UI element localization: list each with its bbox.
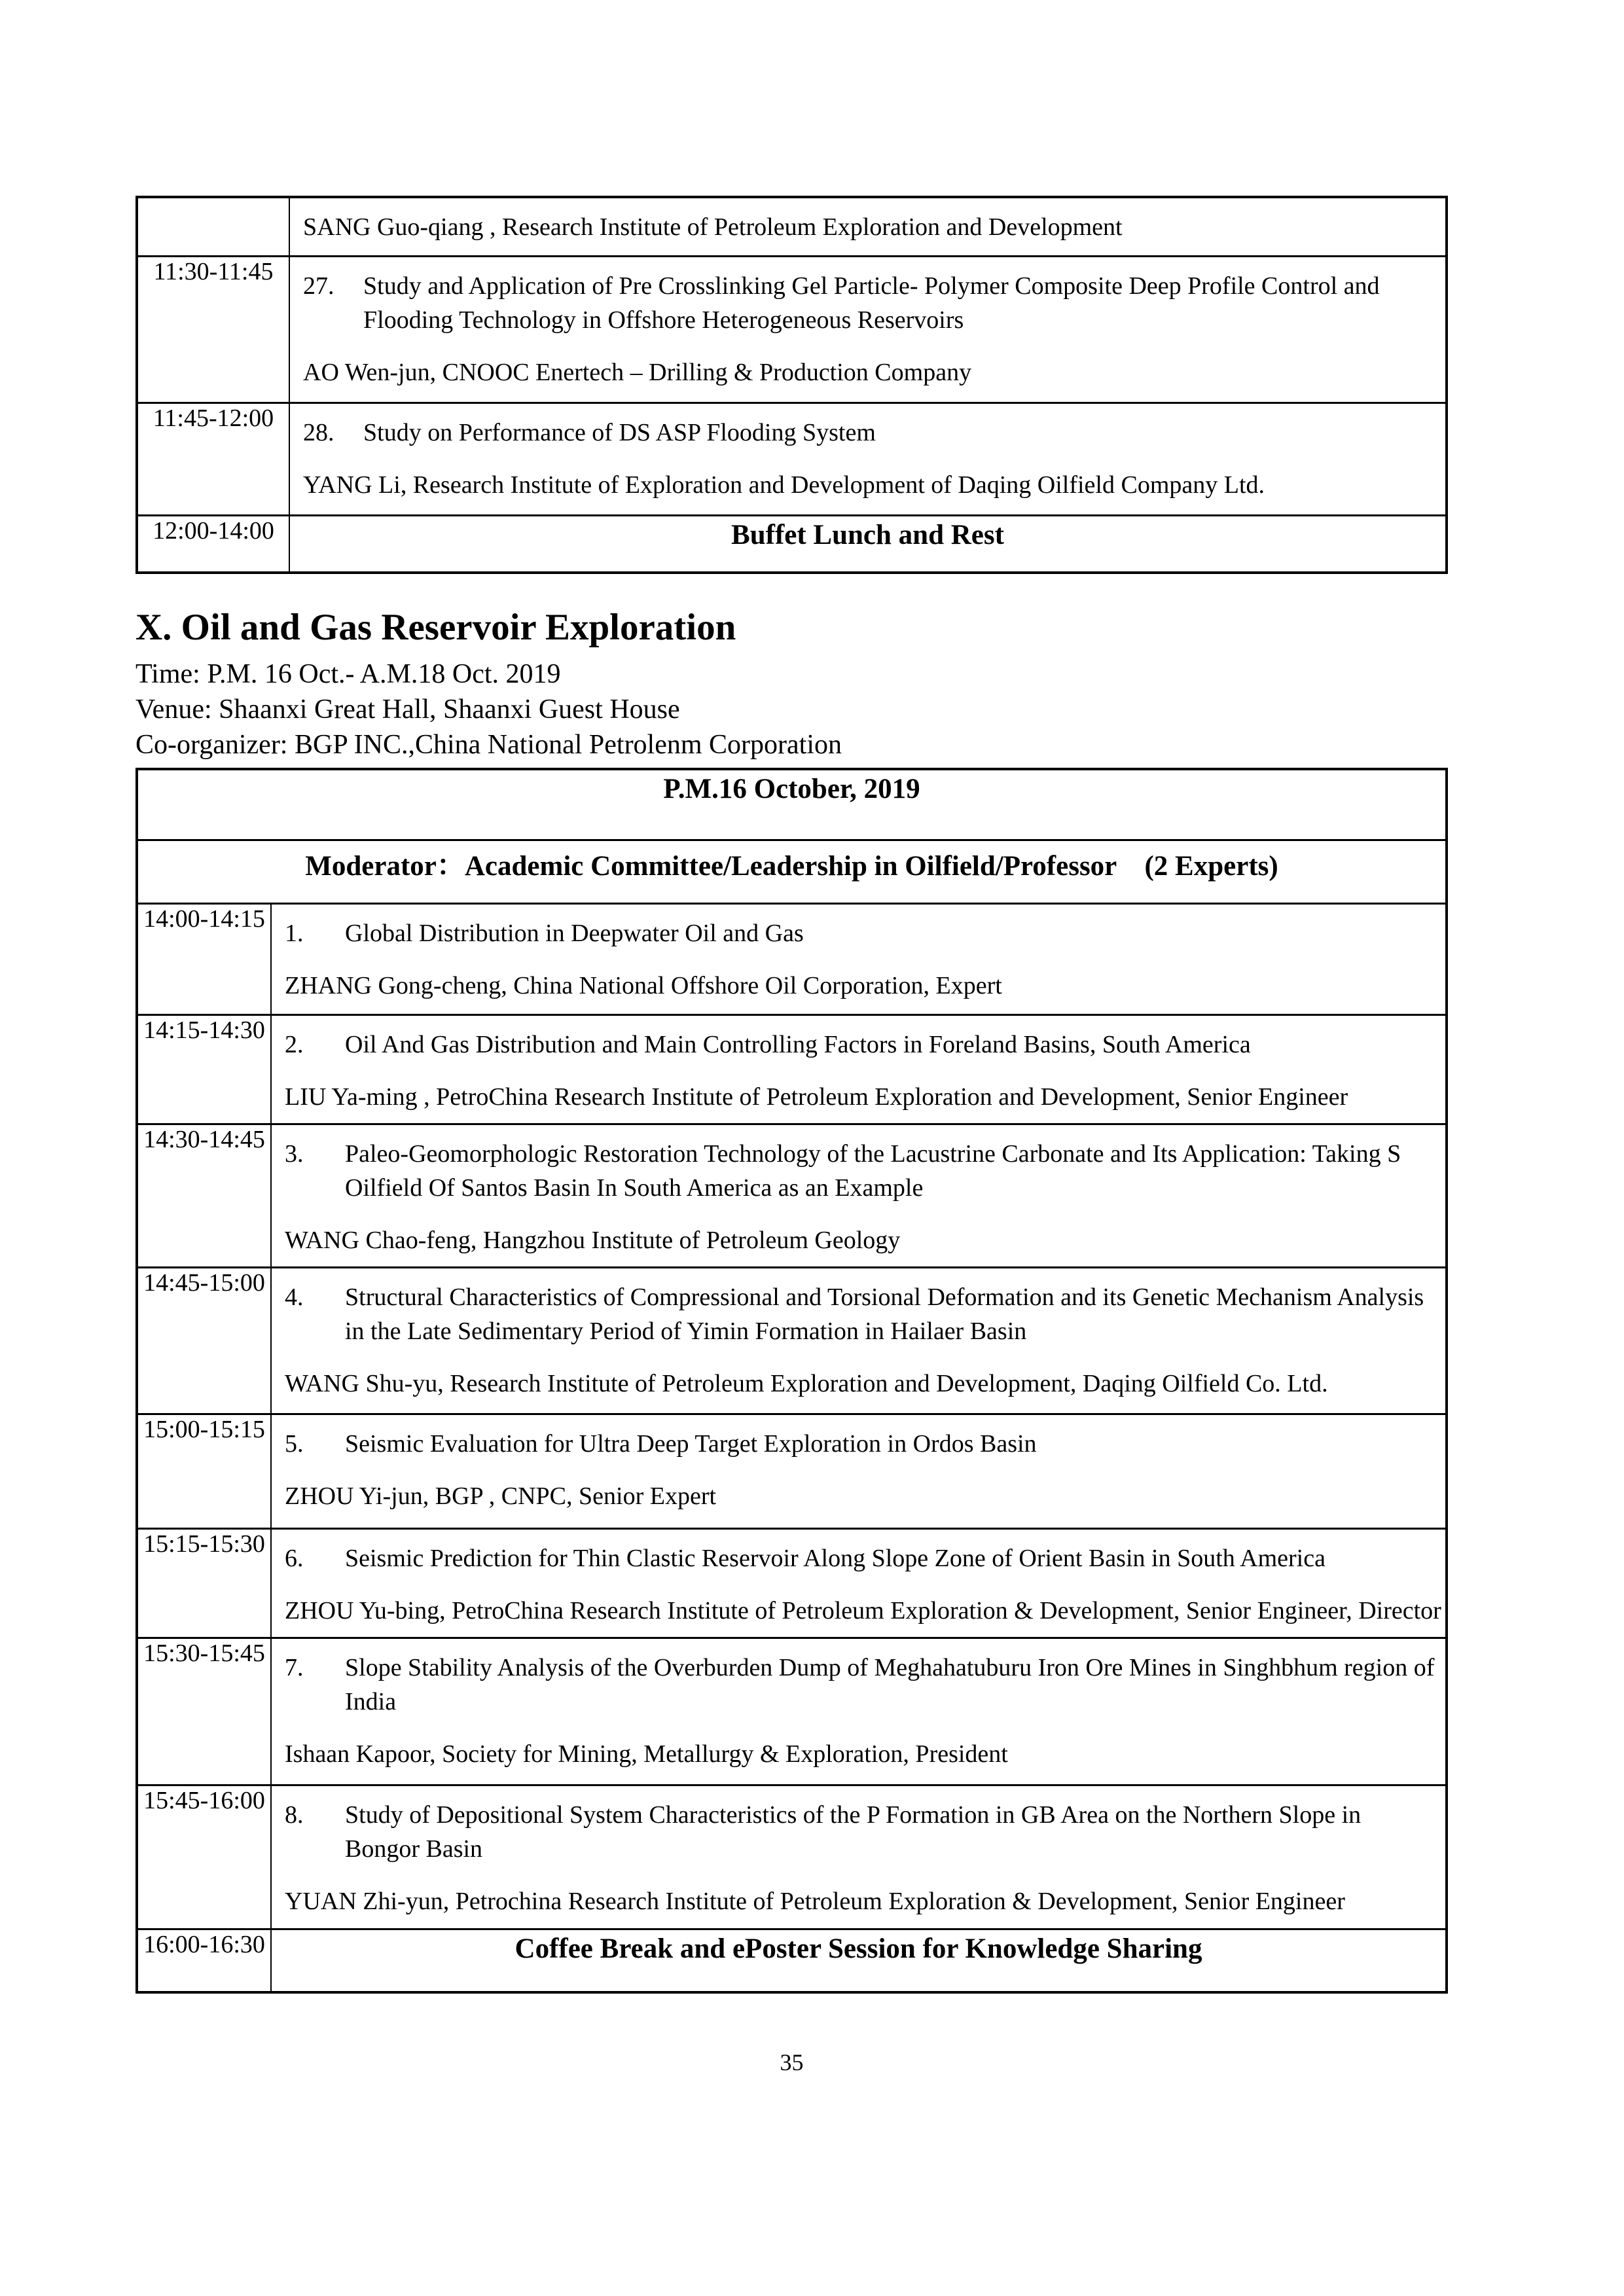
info-venue: Venue: Shaanxi Great Hall, Shaanxi Guest House — [135, 694, 680, 725]
afternoon-session-table — [135, 768, 1448, 1994]
table-row — [137, 1785, 1447, 1929]
session-title: Study and Application of Pre Crosslinking Gel Particle- Polymer Composite Deep Profile Control and Flooding Technology in Offshore Heterogeneous Reservoirs — [363, 272, 1380, 334]
table-row — [137, 1929, 1447, 1992]
session-item — [285, 916, 1440, 950]
speaker-line: Ishaan Kapoor, Society for Mining, Metallurgy & Exploration, President — [285, 1740, 1008, 1768]
session-cell — [289, 403, 1447, 515]
session-cell — [271, 1528, 1447, 1638]
session-number: 2. — [285, 1030, 304, 1058]
session-number: 4. — [285, 1283, 304, 1311]
section-title: X. Oil and Gas Reservoir Exploration — [135, 607, 736, 648]
speaker-line: YANG Li, Research Institute of Exploration and Development of Daqing Oilfield Company Ltd. — [303, 471, 1265, 499]
session-number: 6. — [285, 1544, 304, 1572]
time-cell: 14:45-15:00 — [137, 1267, 271, 1414]
table-row — [137, 256, 1447, 403]
table-row — [137, 403, 1447, 515]
session-cell — [271, 1014, 1447, 1124]
time-cell: 15:15-15:30 — [137, 1528, 271, 1638]
table-row — [137, 903, 1447, 1014]
speaker-line: WANG Shu-yu, Research Institute of Petroleum Exploration and Development, Daqing Oilfield Co. Ltd. — [285, 1369, 1328, 1397]
session-item — [285, 1028, 1440, 1062]
table-row — [137, 1414, 1447, 1528]
session-title: Paleo-Geomorphologic Restoration Technology of the Lacustrine Carbonate and Its Application: Taking S Oilfield Of Santos Basin In South America as an Example — [345, 1139, 1401, 1202]
session-title: Global Distribution in Deepwater Oil and Gas — [345, 919, 804, 947]
session-item — [285, 1280, 1440, 1348]
session-title: Study of Depositional System Characteristics of the P Formation in GB Area on the Northern Slope in Bongor Basin — [345, 1801, 1362, 1863]
time-cell: 15:00-15:15 — [137, 1414, 271, 1528]
session-cell — [271, 1638, 1447, 1785]
session-item — [285, 1798, 1440, 1866]
time-cell: 14:00-14:15 — [137, 903, 271, 1014]
break-label: Buffet Lunch and Rest — [289, 515, 1447, 573]
session-number: 27. — [303, 272, 334, 300]
table-row — [137, 769, 1447, 840]
session-cell — [271, 903, 1447, 1014]
table-row — [137, 1528, 1447, 1638]
time-cell — [137, 197, 289, 256]
time-cell: 11:30-11:45 — [137, 256, 289, 403]
session-item — [285, 1137, 1440, 1205]
time-cell: 14:30-14:45 — [137, 1124, 271, 1267]
session-title: Slope Stability Analysis of the Overburden Dump of Meghahatuburu Iron Ore Mines in Singhbhum region of India — [345, 1653, 1435, 1715]
time-cell: 15:45-16:00 — [137, 1785, 271, 1929]
table-row — [137, 1267, 1447, 1414]
speaker-line: AO Wen-jun, CNOOC Enertech – Drilling & Production Company — [303, 358, 972, 386]
session-item — [285, 1427, 1440, 1461]
session-title: Study on Performance of DS ASP Flooding System — [363, 418, 876, 446]
speaker-line: LIU Ya-ming , PetroChina Research Institute of Petroleum Exploration and Development, Senior Engineer — [285, 1083, 1348, 1111]
session-cell — [289, 197, 1447, 256]
info-time: Time: P.M. 16 Oct.- A.M.18 Oct. 2019 — [135, 659, 561, 689]
time-cell: 12:00-14:00 — [137, 515, 289, 573]
speaker-line: ZHANG Gong-cheng, China National Offshore Oil Corporation, Expert — [285, 971, 1002, 999]
table-row — [137, 515, 1447, 573]
speaker-line: WANG Chao-feng, Hangzhou Institute of Petroleum Geology — [285, 1226, 901, 1254]
session-cell — [271, 1267, 1447, 1414]
session-number: 7. — [285, 1653, 304, 1681]
section-info — [135, 656, 1448, 762]
session-cell — [289, 256, 1447, 403]
session-title: Seismic Evaluation for Ultra Deep Target Exploration in Ordos Basin — [345, 1429, 1037, 1458]
session-title: Seismic Prediction for Thin Clastic Reservoir Along Slope Zone of Orient Basin in South America — [345, 1544, 1326, 1572]
day-header: P.M.16 October, 2019 — [137, 769, 1447, 840]
table-row — [137, 197, 1447, 256]
table-row — [137, 1124, 1447, 1267]
table-row — [137, 840, 1447, 903]
speaker-line: ZHOU Yu-bing, PetroChina Research Institute of Petroleum Exploration & Development, Senior Engineer, Director — [285, 1596, 1441, 1624]
speaker-line: YUAN Zhi-yun, Petrochina Research Institute of Petroleum Exploration & Development, Senior Engineer — [285, 1887, 1345, 1915]
session-number: 5. — [285, 1429, 304, 1458]
session-title: Structural Characteristics of Compressional and Torsional Deformation and its Genetic Mechanism Analysis in the Late Sedimentary Period of Yimin Formation in Hailaer Basin — [345, 1283, 1424, 1345]
page-number: 35 — [780, 2049, 804, 2075]
session-item — [285, 1651, 1440, 1719]
time-cell: 11:45-12:00 — [137, 403, 289, 515]
info-coorganizer: Co-organizer: BGP INC.,China National Petrolenm Corporation — [135, 730, 842, 760]
time-cell: 14:15-14:30 — [137, 1014, 271, 1124]
session-cell — [271, 1785, 1447, 1929]
session-number: 28. — [303, 418, 334, 446]
time-cell: 16:00-16:30 — [137, 1929, 271, 1992]
session-title: Oil And Gas Distribution and Main Controlling Factors in Foreland Basins, South America — [345, 1030, 1251, 1058]
session-item — [303, 269, 1440, 337]
session-number: 3. — [285, 1139, 304, 1168]
session-number: 1. — [285, 919, 304, 947]
session-item — [303, 416, 1440, 450]
session-cell — [271, 1124, 1447, 1267]
table-row — [137, 1638, 1447, 1785]
speaker-line: ZHOU Yi-jun, BGP , CNPC, Senior Expert — [285, 1482, 717, 1510]
table-row — [137, 1014, 1447, 1124]
session-number: 8. — [285, 1801, 304, 1829]
session-item — [285, 1541, 1440, 1575]
time-cell: 15:30-15:45 — [137, 1638, 271, 1785]
moderator-row: Moderator：Academic Committee/Leadership in Oilfield/Professor (2 Experts) — [137, 840, 1447, 903]
speaker-line: SANG Guo-qiang , Research Institute of Petroleum Exploration and Development — [303, 213, 1123, 241]
break-label: Coffee Break and ePoster Session for Knowledge Sharing — [271, 1929, 1447, 1992]
session-cell — [271, 1414, 1447, 1528]
morning-session-table — [135, 196, 1448, 574]
